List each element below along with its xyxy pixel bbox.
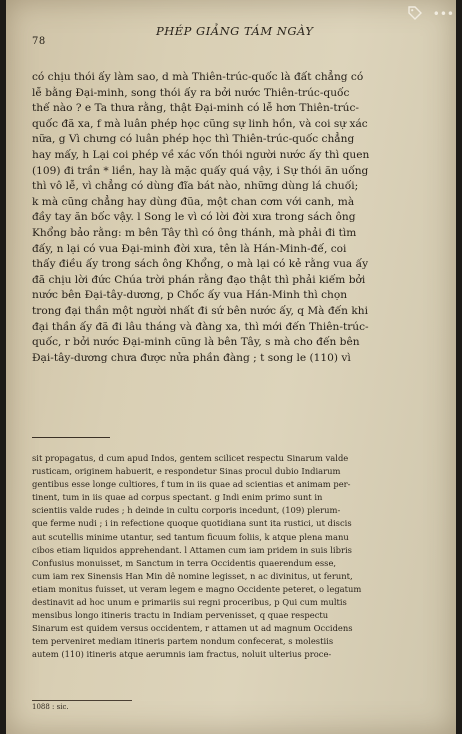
text-line: (109) đi trần * liền, hay là mặc quấy quá vậy, i Sự thói ăn uống: [32, 164, 369, 177]
text-line: thấy điều ấy trong sách ông Khổng, o mà lại có kẻ rằng vua ấy: [32, 258, 369, 271]
latin-line: etiam monitus fuisset, ut veram legem e magno Occidente peteret, o legatum: [32, 583, 362, 594]
latin-line: scientiis valde rudes ; h deinde in cultu corporis incedunt, (109) plerum-: [32, 505, 341, 516]
tag-icon[interactable]: [408, 6, 422, 23]
footnote-divider: [32, 700, 132, 701]
text-line: k mà cũng chẳng hay dùng đũa, một chan cơm với canh, mà: [32, 195, 355, 208]
image-overlay-controls: [408, 4, 454, 24]
latin-line: autem (110) itineris atque aerumnis iam fractus, noluit ulterius proce-: [32, 649, 332, 660]
text-line: trong đại thần một người nhất đi sứ bên nước ấy, q Mà đến khi: [32, 304, 368, 317]
text-line: thế nào ? e Ta thưa rằng, thật Đại-minh có lễ hơn Thiên-trúc-: [32, 102, 360, 115]
latin-line: tem perveniret mediam itineris partem nondum confecerat, s molestiis: [32, 636, 334, 647]
latin-line: destinavit ad hoc unum e primariis sui regni proceribus, p Qui cum multis: [32, 597, 347, 608]
latin-line: Confusius monuisset, m Sanctum in terra Occidentis quaerendum esse,: [32, 557, 337, 568]
text-line: quốc, r bởi nước Đại-minh cũng là bên Tây, s mà cho đến bên: [32, 336, 360, 349]
book-page: [6, 0, 456, 734]
text-line: nữa, g Vì chưng có luân phép học thì Thiên-trúc-quốc chẳng: [32, 133, 355, 146]
text-line: thì vô lễ, vì chẳng có dùng đĩa bát nào, những dùng lá chuối;: [32, 180, 359, 193]
text-line: nước bên Đại-tây-dương, p Chốc ấy vua Hán-Minh thì chọn: [32, 289, 348, 302]
latin-line: rusticam, originem habuerit, e respondetur Sinas procul dubio Indiarum: [32, 466, 341, 477]
latin-line: cibos etiam liquidos apprehendant. l Attamen cum iam pridem in suis libris: [32, 544, 352, 555]
latin-line: aut scutellis minime utantur, sed tantum ficuum foliis, k atque plena manu: [32, 531, 349, 542]
text-line: đã chịu lời đức Chúa trời phán rằng đạo thật thì phải kiếm bởi: [32, 273, 366, 286]
latin-line: Sinarum est quidem versus occidentem, r attamen ut ad magnum Occidens: [32, 623, 353, 634]
latin-line: tinent, tum in iis quae ad corpus spectant. g Indi enim primo sunt in: [32, 492, 323, 503]
text-line: đại thần ấy đã đi lâu tháng và đàng xa, thì mới đến Thiên-trúc-: [32, 320, 369, 333]
running-title: PHÉP GIẢNG TÁM NGÀY: [156, 24, 314, 38]
text-line: quốc đã xa, f mà luân phép học cũng sự linh hồn, và coi sự xác: [32, 117, 368, 130]
latin-line: mensibus longo itineris tractu in Indiam pervenisset, q quae respectu: [32, 610, 329, 621]
text-line: Khổng bảo rằng: m bên Tây thì có ông thánh, mà phải đi tìm: [32, 226, 357, 239]
vietnamese-text: [32, 70, 450, 366]
text-line: lễ bằng Đại-minh, song thói ấy ra bởi nước Thiên-trúc-quốc: [32, 86, 350, 99]
section-divider: [32, 437, 110, 438]
more-dots-icon[interactable]: •••: [432, 7, 454, 21]
text-line: có chịu thói ấy làm sao, d mà Thiên-trúc-quốc là đất chẳng có: [32, 71, 364, 83]
latin-footnote-text: [32, 452, 452, 662]
text-line: đấy, n lại có vua Đại-minh đời xưa, tên là Hán-Minh-đế, coi: [32, 242, 347, 255]
text-line: Đại-tây-dương chưa được nửa phần đàng ; t song le (110) vì: [32, 351, 351, 364]
latin-line: cum iam rex Sinensis Han Min dê nomine legisset, n ac divinitus, ut ferunt,: [32, 570, 353, 581]
latin-line: sit propagatus, d cum apud Indos, gentem scilicet respectu Sinarum valde: [32, 453, 349, 463]
footnote: 1088 : sic.: [32, 703, 69, 711]
text-line: đầy tay ăn bốc vậy. l Song le vì có lời đời xưa trong sách ông: [32, 211, 356, 224]
text-line: hay mấy, h Lại coi phép về xác vốn thói người nước ấy thì quen: [32, 148, 370, 161]
latin-line: gentibus esse longe cultiores, f tum in iis quae ad scientias et animam per-: [32, 479, 351, 490]
latin-line: que ferme nudi ; i in refectione quoque quotidiana sunt ita rustici, ut discis: [32, 518, 352, 529]
page-number: 78: [32, 36, 46, 47]
